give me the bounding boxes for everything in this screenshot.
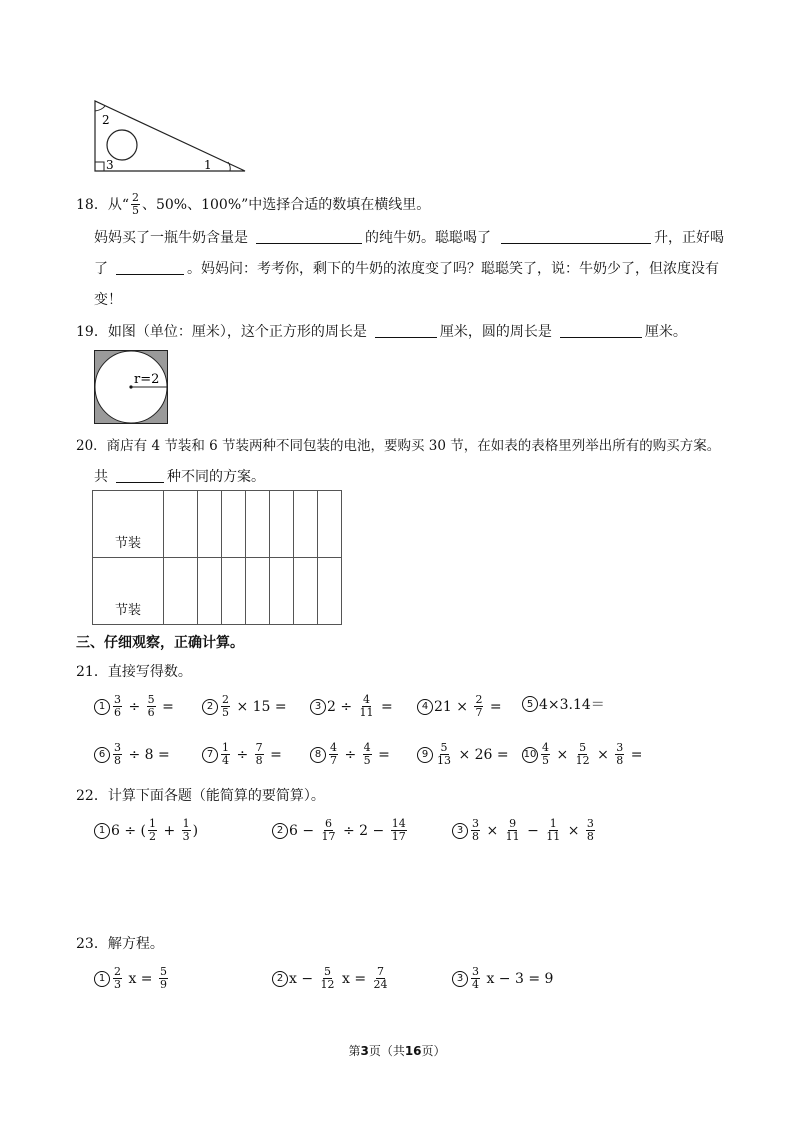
q22-title: 22．计算下面各题（能简算的要简算）。 xyxy=(76,788,325,804)
table-cell[interactable] xyxy=(222,558,246,625)
q18-line1: 18．从“ 2 5 、50%、100%”中选择合适的数填在横线里。 xyxy=(76,191,431,217)
page-footer: 第3页（共16页） xyxy=(348,1044,446,1058)
q21-item[interactable] xyxy=(522,694,605,714)
q22-item[interactable] xyxy=(272,818,409,843)
q23-title: 23．解方程。 xyxy=(76,936,164,952)
fraction: $\frac{1}{3}$ xyxy=(182,817,190,843)
q18-line3: 了 。妈妈问：考考你，剩下的牛奶的浓度变了吗？聪聪笑了，说：牛奶少了，但浓度没有 xyxy=(94,261,719,277)
fraction: $\frac{4}{5}$ xyxy=(542,741,549,767)
table-cell[interactable] xyxy=(198,491,222,558)
table-cell[interactable] xyxy=(318,491,342,558)
expr-text: = xyxy=(373,746,390,763)
q21-item[interactable] xyxy=(417,694,502,719)
expr-text: × xyxy=(563,822,584,839)
q20-line2: 共 种不同的方案。 xyxy=(94,469,265,485)
fraction: $\frac{5}{13}$ xyxy=(437,741,451,767)
item-number: 7 xyxy=(202,747,218,763)
item-number: 10 xyxy=(522,747,538,763)
page-total: 16 xyxy=(404,1044,422,1058)
square-circle-figure xyxy=(94,350,168,424)
angle-1-label: 1 xyxy=(204,158,212,172)
item-number: 3 xyxy=(452,971,468,987)
table-cell[interactable] xyxy=(222,491,246,558)
q21-item[interactable] xyxy=(522,742,642,767)
table-row xyxy=(93,558,342,625)
q23-item[interactable] xyxy=(94,966,170,991)
expr-text: × 15 = xyxy=(232,698,287,715)
expr-text: x − 3 = 9 xyxy=(482,970,554,987)
table-cell[interactable] xyxy=(198,558,222,625)
item-number: 1 xyxy=(94,971,110,987)
q18-line2: 妈妈买了一瓶牛奶含量是 的纯牛奶。聪聪喝了 升，正好喝 xyxy=(94,230,724,246)
expr-text: − xyxy=(522,822,544,839)
expr-text: × xyxy=(482,822,503,839)
fraction: $\frac{4}{5}$ xyxy=(363,741,371,767)
fraction: $\frac{2}{5}$ xyxy=(222,693,229,719)
table-cell[interactable] xyxy=(318,558,342,625)
item-number: 1 xyxy=(94,699,110,715)
expr-text: x − xyxy=(289,970,318,987)
item-number: 5 xyxy=(522,696,538,712)
expr-text: 6 − xyxy=(289,822,319,839)
fraction: $\frac{5}{9}$ xyxy=(159,965,167,991)
expr-text: = xyxy=(485,698,502,715)
table-cell[interactable] xyxy=(294,491,318,558)
table-cell[interactable] xyxy=(246,558,270,625)
fraction: $\frac{3}{8}$ xyxy=(586,817,594,843)
q19-line: 19．如图（单位：厘米），这个正方形的周长是 厘米，圆的周长是 厘米。 xyxy=(76,324,687,340)
expr-text: × xyxy=(592,746,614,763)
triangle-figure xyxy=(88,96,250,176)
expr-text: ÷ 2 − xyxy=(338,822,389,839)
expr-text: ) xyxy=(192,822,199,839)
fraction: $\frac{5}{12}$ xyxy=(575,741,590,767)
item-number: 3 xyxy=(452,823,468,839)
q21-item[interactable] xyxy=(202,694,287,719)
fraction: $\frac{1}{11}$ xyxy=(546,817,561,843)
q18-blank-3[interactable] xyxy=(116,260,184,275)
expr-text: × 26 = xyxy=(454,746,509,763)
q19-blank-1[interactable] xyxy=(375,323,437,338)
table-cell[interactable] xyxy=(164,558,198,625)
expr-text: 21 × xyxy=(434,698,473,715)
fraction: $\frac{9}{11}$ xyxy=(505,817,520,843)
expr-text: = xyxy=(376,698,393,715)
fraction: $\frac{7}{8}$ xyxy=(255,741,263,767)
fraction: $\frac{1}{4}$ xyxy=(222,741,229,767)
q21-item[interactable] xyxy=(94,742,170,767)
item-number: 3 xyxy=(310,699,326,715)
q22-item[interactable] xyxy=(94,818,198,843)
table-cell[interactable] xyxy=(164,491,198,558)
fraction: $\frac{5}{6}$ xyxy=(147,693,155,719)
table-cell[interactable] xyxy=(246,491,270,558)
q21-item[interactable] xyxy=(310,694,393,719)
fraction: $\frac{5}{12}$ xyxy=(320,965,335,991)
expr-text: 4×3.14＝ xyxy=(539,697,605,713)
expr-text: = xyxy=(157,698,174,715)
purchase-plan-table xyxy=(92,490,342,625)
expr-text: x = xyxy=(124,970,157,987)
expr-text: = xyxy=(626,746,643,763)
item-number: 8 xyxy=(310,747,326,763)
table-cell[interactable] xyxy=(294,558,318,625)
item-number: 9 xyxy=(417,747,433,763)
fraction: $\frac{7}{24}$ xyxy=(373,965,388,991)
item-number: 2 xyxy=(272,823,288,839)
fraction: $\frac{3}{6}$ xyxy=(114,693,121,719)
expr-text: 2 ÷ xyxy=(327,698,357,715)
q18-blank-2[interactable] xyxy=(501,229,651,244)
table-cell[interactable] xyxy=(270,558,294,625)
q19-blank-2[interactable] xyxy=(560,323,642,338)
fraction: $\frac{3}{8}$ xyxy=(472,817,479,843)
row-label-2: 节装 xyxy=(115,603,142,618)
row-label-1: 节装 xyxy=(115,536,142,551)
section-3-title: 三、仔细观察，正确计算。 xyxy=(76,635,244,651)
expr-text: × xyxy=(552,746,573,763)
expr-text: ÷ 8 = xyxy=(124,746,170,763)
q20-blank[interactable] xyxy=(116,468,164,483)
fraction: $\frac{3}{8}$ xyxy=(616,741,624,767)
item-number: 1 xyxy=(94,823,110,839)
q21-title: 21．直接写得数。 xyxy=(76,664,192,680)
expr-text: 6 ÷ ( xyxy=(111,822,146,839)
expr-text: ÷ xyxy=(232,746,253,763)
table-row xyxy=(93,491,342,558)
radius-label: r=2 xyxy=(134,372,160,387)
q18-line4: 变！ xyxy=(94,292,122,308)
table-cell[interactable] xyxy=(270,491,294,558)
fraction: 1 2 xyxy=(149,817,156,843)
angle-3-label: 3 xyxy=(106,158,114,172)
q20-line1: 20．商店有 4 节装和 6 节装两种不同包装的电池，要购买 30 节，在如表的表格里列举出所有的购买方案。 xyxy=(76,438,721,454)
q21-item[interactable] xyxy=(202,742,282,767)
fraction: $\frac{14}{17}$ xyxy=(391,817,406,843)
q21-item[interactable] xyxy=(310,742,390,767)
fraction: $\frac{6}{17}$ xyxy=(321,817,336,843)
fraction: $\frac{2}{7}$ xyxy=(475,693,483,719)
page-number: 3 xyxy=(360,1044,369,1058)
expr-text: + xyxy=(159,822,180,839)
angle-2-label: 2 xyxy=(102,113,110,127)
item-number: 2 xyxy=(272,971,288,987)
q23-item[interactable] xyxy=(452,966,553,991)
fraction: 2 3 xyxy=(114,965,121,991)
q21-item[interactable] xyxy=(417,742,509,767)
fraction: $\frac{4}{7}$ xyxy=(330,741,337,767)
q22-item[interactable] xyxy=(452,818,597,843)
expr-text: = xyxy=(265,746,282,763)
item-number: 4 xyxy=(417,699,433,715)
item-number: 2 xyxy=(202,699,218,715)
q18-fraction: 2 5 xyxy=(131,191,139,217)
q21-item[interactable] xyxy=(94,694,174,719)
q18-blank-1[interactable] xyxy=(256,229,362,244)
item-number: 6 xyxy=(94,747,110,763)
fraction: 3 4 xyxy=(472,965,479,991)
fraction: $\frac{4}{11}$ xyxy=(359,693,374,719)
q23-item[interactable] xyxy=(272,966,391,991)
expr-text: ÷ xyxy=(124,698,145,715)
fraction: $\frac{3}{8}$ xyxy=(114,741,121,767)
expr-text: x = xyxy=(337,970,371,987)
expr-text: ÷ xyxy=(340,746,361,763)
